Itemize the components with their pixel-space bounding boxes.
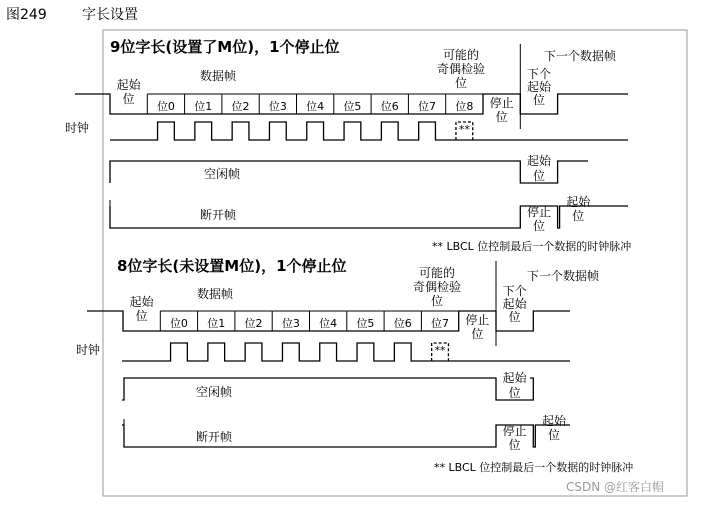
bit-label-1: 位1	[194, 100, 213, 113]
stop-bit-label-line-0: 停止	[465, 313, 490, 327]
idle-frame-label: 空闲帧	[195, 385, 233, 399]
parity-label-line-1: 奇偶检验	[436, 62, 486, 76]
bit-label-8: 位8	[455, 100, 474, 113]
idle-start-label-line-0: 起始	[526, 154, 551, 168]
stop-bit-label-line-1: 位	[471, 327, 484, 341]
next-start-label-line-0: 下个	[502, 284, 527, 298]
break-stop-label-line-1: 位	[532, 219, 545, 233]
break-start-label-line-0: 起始	[541, 414, 566, 428]
idle-frame-waveform	[122, 378, 533, 400]
next-frame-label: 下一个数据帧	[543, 49, 617, 63]
start-bit-label-line-1: 位	[135, 309, 148, 323]
start-bit-label-line-0: 起始	[129, 295, 154, 309]
idle-start-label-line-1: 位	[508, 386, 521, 400]
break-stop-label-line-0: 停止	[526, 205, 551, 219]
break-frame-label: 断开帧	[199, 208, 237, 222]
bit-label-7: 位7	[431, 317, 450, 330]
section-title: 8位字长(未设置M位)，1个停止位	[117, 257, 347, 275]
bit-label-2: 位2	[231, 100, 250, 113]
figure-number: 图249	[6, 7, 47, 23]
break-stop-label-line-1: 位	[508, 438, 521, 452]
bit-label-3: 位3	[281, 317, 300, 330]
lbcl-note: ** LBCL 位控制最后一个数据的时钟脉冲	[432, 240, 632, 253]
lbcl-note: ** LBCL 位控制最后一个数据的时钟脉冲	[434, 461, 634, 474]
parity-label-line-0: 可能的	[418, 266, 456, 280]
bit-label-6: 位6	[393, 317, 412, 330]
next-start-label-line-2: 位	[508, 310, 521, 324]
clock-waveform	[110, 122, 456, 140]
bit-label-0: 位0	[169, 317, 188, 330]
next-start-label-line-1: 起始	[526, 80, 551, 94]
watermark: CSDN @红客白帽	[566, 480, 665, 494]
break-start-label-line-1: 位	[547, 428, 560, 442]
start-bit-label-line-1: 位	[122, 92, 135, 106]
idle-frame-label: 空闲帧	[203, 167, 241, 181]
break-stop-label-line-0: 停止	[502, 424, 527, 438]
next-start-label-line-2: 位	[532, 93, 545, 107]
bit-label-4: 位4	[319, 317, 338, 330]
clock-label: 时钟	[75, 343, 101, 357]
next-start-label-line-1: 起始	[502, 297, 527, 311]
idle-start-label-line-1: 位	[532, 169, 545, 183]
bit-label-2: 位2	[244, 317, 263, 330]
idle-start-label-line-0: 起始	[502, 371, 527, 385]
parity-label-line-0: 可能的	[442, 48, 480, 62]
break-frame-label: 断开帧	[195, 430, 233, 444]
next-start-label-line-0: 下个	[526, 67, 551, 81]
break-start-label-line-0: 起始	[566, 195, 591, 209]
bit-label-0: 位0	[156, 100, 175, 113]
eight-bit-section	[76, 257, 633, 474]
bit-label-5: 位5	[343, 100, 362, 113]
clock-marker: **	[434, 344, 446, 357]
data-frame-label: 数据帧	[199, 69, 237, 83]
bit-label-1: 位1	[207, 317, 226, 330]
clock-label: 时钟	[64, 121, 90, 135]
parity-label-line-2: 位	[430, 294, 444, 308]
bit-label-4: 位4	[306, 100, 325, 113]
break-start-label-line-1: 位	[572, 209, 585, 223]
bit-label-3: 位3	[268, 100, 287, 113]
figure-caption: 字长设置	[82, 7, 138, 23]
data-frame-label: 数据帧	[196, 287, 234, 301]
stop-bit-label-line-1: 位	[495, 110, 508, 124]
idle-frame-waveform	[110, 161, 588, 183]
bit-label-5: 位5	[356, 317, 375, 330]
parity-label-line-2: 位	[454, 76, 468, 90]
clock-marker: **	[458, 123, 470, 136]
next-frame-label: 下一个数据帧	[526, 269, 600, 283]
nine-bit-section	[65, 38, 631, 253]
stop-bit-label-line-0: 停止	[489, 96, 514, 110]
bit-label-6: 位6	[380, 100, 399, 113]
bit-label-7: 位7	[418, 100, 437, 113]
start-bit-label-line-0: 起始	[116, 78, 141, 92]
parity-label-line-1: 奇偶检验	[412, 280, 462, 294]
section-title: 9位字长(设置了M位)，1个停止位	[110, 38, 340, 56]
clock-waveform	[122, 343, 432, 361]
